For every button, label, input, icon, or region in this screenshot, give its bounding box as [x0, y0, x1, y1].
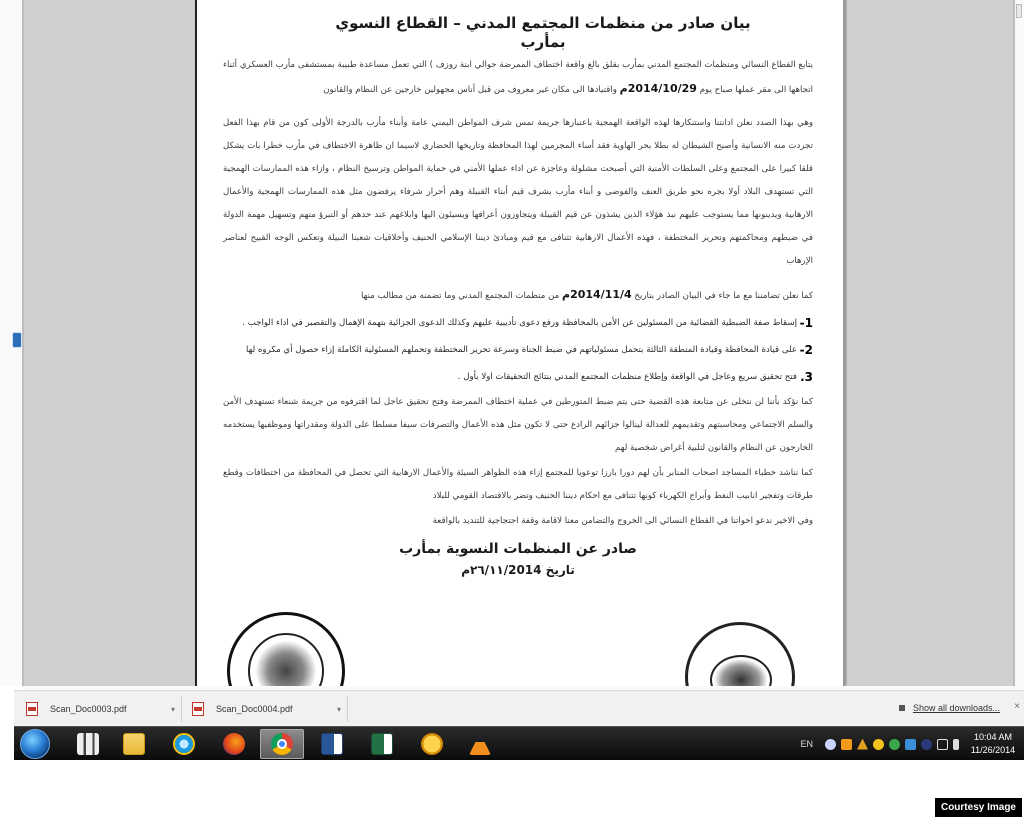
- taskbar-word[interactable]: [310, 729, 354, 759]
- side-panel-tab[interactable]: [12, 332, 22, 348]
- tray-app-icon[interactable]: [841, 739, 852, 750]
- download-icon: [897, 703, 907, 713]
- windows-taskbar: [14, 726, 1024, 760]
- taskbar-app[interactable]: [410, 729, 454, 759]
- statement-document: [197, 14, 843, 577]
- tray-app-icon[interactable]: [921, 739, 932, 750]
- taskbar-internet-explorer[interactable]: [162, 729, 206, 759]
- clock-date: 11/26/2014: [970, 745, 1016, 755]
- vlc-icon: [469, 733, 491, 755]
- image-credit: Courtesy Image: [935, 798, 1022, 817]
- demand-item: 1- إسقاط صفة الضبطية القضائية من المسئولين عن الأمن بالمحافظة ورفع دعوى تأديبية عليهم وكذلك الدعوى الجزائية بتهمة الإهمال والتقصير في اداء الواجب .: [242, 316, 813, 330]
- close-downloads-button[interactable]: ×: [1014, 701, 1020, 712]
- downloads-bar: [14, 690, 1024, 726]
- paragraph-call: وفي الاخير ندعو اخواتنا في القطاع النسائي الى الخروج والتضامن معنا لاقامة وقفة احتجاجية للتنديد بالواقعة: [432, 516, 813, 526]
- start-button[interactable]: [20, 729, 50, 759]
- system-clock[interactable]: [966, 731, 1020, 757]
- app-icon: [421, 733, 443, 755]
- pdf-file-icon: [26, 702, 38, 716]
- statement-date: 2014/11/4م: [562, 288, 632, 301]
- download-filename: Scan_Doc0004.pdf: [216, 704, 293, 714]
- system-tray: [800, 727, 964, 761]
- tray-app-icon[interactable]: [889, 739, 900, 750]
- paragraph-followup: كما نؤكد بأننا لن نتخلى عن متابعة هذه القضية حتى يتم ضبط المتورطين في عملية اختطاف الممرضة وفتح تحقيق عاجل لما اقترفوه من جريمة شنعاء تستهدف الأمن والسلم الاجتماعي ومحاسبتهم وتقديمهم للعدالة لينالوا جزائهم الرادع حتى لا تكون مثل هذه الأعمال والتصرفات سيفا مسلطا على الدولة ومقدراتها وموظفيها يستخدمه الخارجون عن النظام والقانون لتلبية أغراض شخصية لهم: [223, 397, 813, 453]
- document-page: [195, 0, 845, 686]
- stamp-emblem: [248, 633, 324, 686]
- chevron-down-icon[interactable]: ▾: [170, 704, 175, 714]
- taskbar-chrome[interactable]: [260, 729, 304, 759]
- incident-date: 2014/10/29م: [619, 82, 697, 95]
- download-item[interactable]: [20, 696, 182, 722]
- paragraph-intro: يتابع القطاع النسائي ومنظمات المجتمع المدني بمأرب بقلق بالغ واقعة اختطاف الممرضة حوالي ابنة روزف ) التي تعمل مساعدة طبيبة بمستشفى مأرب العسكري أثناء اتجاهها الى مقر عملها صباح يوم 2014/10/29م واقتيادها الى مكان غير معروف من قبل أناس مجهولين خارجين عن النظام والقانون: [223, 60, 813, 95]
- official-stamp-right: [685, 622, 795, 686]
- official-stamp-left: [227, 612, 345, 686]
- folder-icon: [123, 733, 145, 755]
- volume-icon[interactable]: [953, 739, 959, 750]
- taskbar-vlc[interactable]: [458, 729, 502, 759]
- chevron-down-icon[interactable]: ▾: [336, 704, 341, 714]
- libraries-icon: [77, 733, 99, 755]
- excel-icon: [371, 733, 393, 755]
- chrome-icon: [271, 733, 293, 755]
- paragraph-appeal: كما نناشد خطباء المساجد اصحاب المنابر بأن لهم دورا بارزا توعويا للمجتمع إزاء هذه الظواهر السيئة والأعمال الارهابية التي تحصل في المحافظة من اختطافات وقطع طرقات وتفجير انابيب النفط وأبراج الكهرباء كونها تتنافى مع احكام ديننا الحنيف وتضر بالاقتصاد القومي للبلاد: [223, 468, 813, 501]
- firefox-icon: [223, 733, 245, 755]
- language-indicator[interactable]: EN: [800, 739, 813, 749]
- stamp-emblem: [710, 655, 772, 686]
- taskbar-excel[interactable]: [360, 729, 404, 759]
- show-all-downloads-link[interactable]: Show all downloads...: [897, 703, 1000, 713]
- scrollbar-handle[interactable]: [1016, 4, 1022, 18]
- pdf-file-icon: [192, 702, 204, 716]
- document-title: بيان صادر من منظمات المجتمع المدني – القطاع النسوي بمأرب: [335, 14, 751, 51]
- taskbar-firefox[interactable]: [212, 729, 256, 759]
- tray-app-icon[interactable]: [905, 739, 916, 750]
- network-icon[interactable]: [937, 739, 948, 750]
- internet-explorer-icon: [173, 733, 195, 755]
- word-icon: [321, 733, 343, 755]
- vlc-tray-icon[interactable]: [857, 739, 868, 750]
- paragraph-condemnation: وهي بهذا الصدد نعلن ادانتنا واستنكارها لهذه الواقعة الهمجية باعتبارها جريمة تمس شرف المواطن اليمني عامة وأبناء مأرب بالدرجة الأولى كون من قام بهذا الفعل تجردت منه الانسانية وأصبح الشيطان له بطلا بحر الهاوية فقد أساء المجرمين لهذا المحافظة وتاريخها الحضاري لاسيما ان ظاهرة الاختطاف في مأرب خطرا بات يشكل قلقا كبيرا على المجتمع وعلى السلطات الأمنية التي أصبحت مشلولة وعاجزة عن اداء عملها الأمني في حماية المواطن وترسيخ النظام ، وازاء هذه الممارسات الهمجية التي تستهدف البلاد أولا بجره نحو طريق العنف والفوضى و أبناء مأرب بشرف قيم أبناء القبيلة وهم أحرار شرفاء يرفضون مثل هذه الممارسات الهمجية والأعمال الارهابية ويدينونها مما يستوجب عليهم نبذ هؤلاء الذين يشذون عن قيم القبيلة ويتجاوزون أعرافها ويسيئون اليها وابلاغهم عند حدهم أو التبرؤ منهم وتسهيل مهمة الدولة في ضبطهم ومحاكمتهم وتحرير المختطفة ، فهذه الأعمال الارهابية تتنافى مع قيم ومبادئ ديننا الإسلامي الحنيف وأخلاقيات شعبنا النبيلة وتعكس الوجه القبيح لعناصر الإرهاب: [223, 118, 813, 266]
- demand-item: 2- على قيادة المحافظة وقيادة المنطقة الثالثة بتحمل مسئولياتهم في ضبط الجناة وسرعة تحرير المختطفة وتحملهم المسئولية الكاملة إزاء حصول أي مكروه لها: [246, 343, 813, 357]
- taskbar-libraries[interactable]: [66, 729, 110, 759]
- demand-item: 3. فتح تحقيق سريع وعاجل في الواقعة وإطلاع منظمات المجتمع المدني بنتائج التحقيقات اولا بأول .: [457, 370, 813, 384]
- right-margin: [1015, 0, 1024, 686]
- demands-intro: كما نعلن تضامننا مع ما جاء في البيان الصادر بتاريخ 2014/11/4م من منظمات المجتمع المدني وما تضمنه من مطالب منها: [361, 288, 813, 301]
- tray-app-icon[interactable]: [873, 739, 884, 750]
- download-item[interactable]: [186, 696, 348, 722]
- clock-time: 10:04 AM: [973, 732, 1013, 742]
- signature: صادر عن المنظمات النسوية بمأرب: [399, 541, 637, 557]
- signature-date: تاريخ ٢٦/١١/2014م: [461, 563, 575, 577]
- tray-app-icon[interactable]: [825, 739, 836, 750]
- download-filename: Scan_Doc0003.pdf: [50, 704, 127, 714]
- taskbar-explorer[interactable]: [112, 729, 156, 759]
